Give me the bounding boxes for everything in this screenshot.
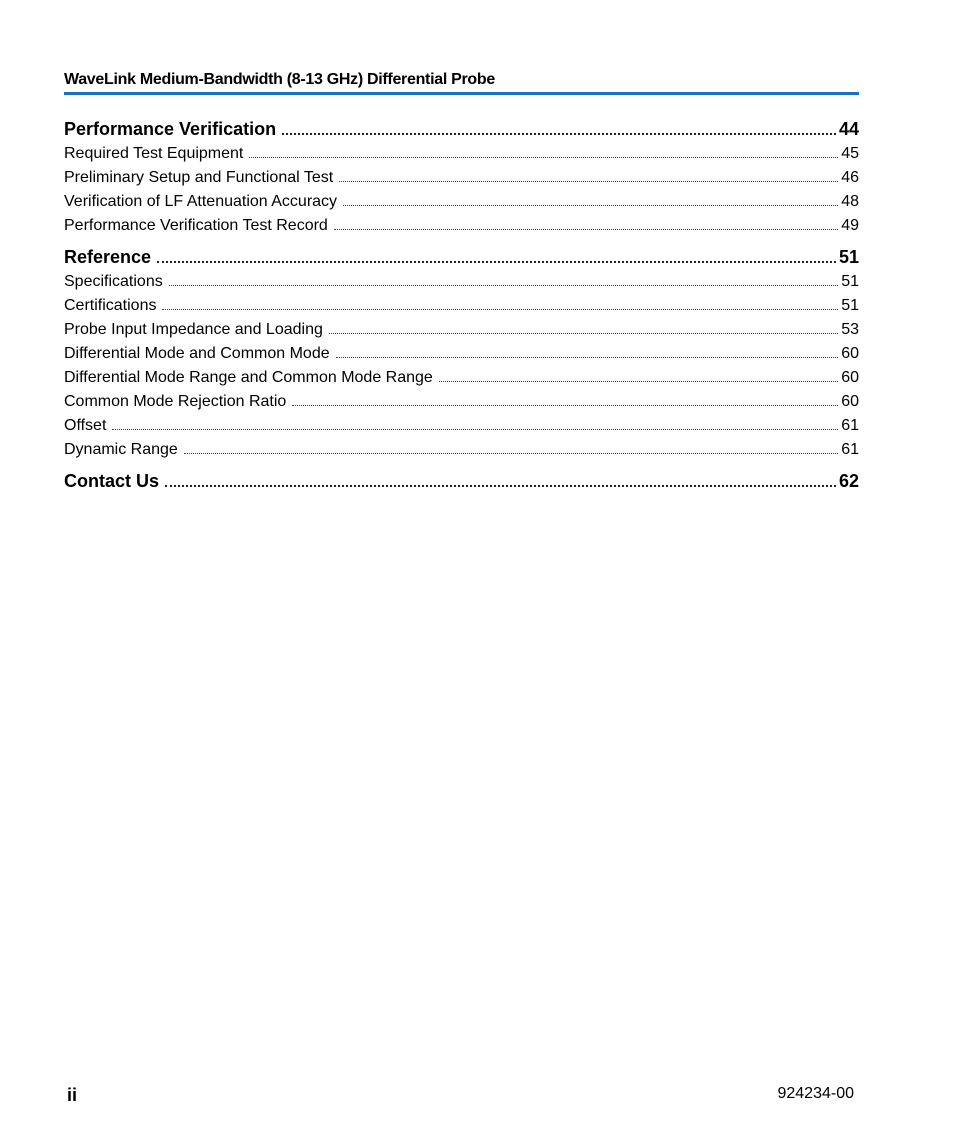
toc-entry-title: Certifications	[64, 297, 157, 314]
toc-leader	[292, 405, 838, 406]
toc-heading-title: Performance Verification	[64, 119, 277, 139]
toc-heading-title: Reference	[64, 247, 152, 267]
page-header	[64, 70, 859, 95]
toc-entry-title: Dynamic Range	[64, 441, 178, 458]
toc-entry-page: 60	[841, 393, 859, 410]
toc-leader	[439, 381, 838, 382]
toc-heading-page: 51	[838, 247, 859, 267]
toc-entry-mode-range[interactable]	[64, 366, 859, 390]
toc-entry-title: Probe Input Impedance and Loading	[64, 321, 323, 338]
toc-entry-title: Offset	[64, 417, 107, 434]
toc-entry-title: Differential Mode Range and Common Mode Range	[64, 369, 433, 386]
toc-leader	[184, 453, 838, 454]
toc-entry-page: 61	[841, 417, 859, 434]
footer-page-number: ii	[67, 1085, 78, 1105]
toc-leader	[112, 429, 838, 430]
toc-entry-test-record[interactable]	[64, 214, 859, 238]
toc-heading-contact-us[interactable]	[64, 468, 859, 494]
toc-leader	[336, 357, 839, 358]
toc-entry-page: 49	[841, 217, 859, 234]
toc-leader	[165, 485, 836, 487]
toc-section-reference	[64, 244, 859, 462]
toc-entry-title: Verification of LF Attenuation Accuracy	[64, 193, 338, 210]
toc-entry-page: 48	[841, 193, 859, 210]
toc-entry-title: Required Test Equipment	[64, 145, 244, 162]
toc-entry-dynamic-range[interactable]	[64, 438, 859, 462]
toc-entry-required-test-equipment[interactable]	[64, 142, 859, 166]
toc-entry-title: Performance Verification Test Record	[64, 217, 328, 234]
toc-heading-title: Contact Us	[64, 471, 160, 491]
toc-leader	[329, 333, 838, 334]
toc-leader	[282, 133, 836, 135]
toc-entry-offset[interactable]	[64, 414, 859, 438]
toc-entry-differential-common-mode[interactable]	[64, 342, 859, 366]
toc-entry-page: 60	[841, 369, 859, 386]
header-title: WaveLink Medium-Bandwidth (8-13 GHz) Differential Probe	[64, 71, 495, 88]
toc-entry-cmrr[interactable]	[64, 390, 859, 414]
toc-entry-page: 60	[841, 345, 859, 362]
table-of-contents	[64, 116, 859, 500]
toc-leader	[162, 309, 838, 310]
footer-doc-number: 924234-00	[777, 1085, 854, 1102]
toc-entry-title: Preliminary Setup and Functional Test	[64, 169, 334, 186]
toc-entry-title: Differential Mode and Common Mode	[64, 345, 330, 362]
toc-entry-preliminary-setup[interactable]	[64, 166, 859, 190]
toc-heading-page: 44	[838, 119, 859, 139]
toc-leader	[334, 229, 838, 230]
toc-heading-performance-verification[interactable]	[64, 116, 859, 142]
toc-leader	[343, 205, 838, 206]
toc-entry-title: Specifications	[64, 273, 163, 290]
toc-entry-specifications[interactable]	[64, 270, 859, 294]
toc-entry-page: 45	[841, 145, 859, 162]
toc-entry-page: 61	[841, 441, 859, 458]
toc-leader	[339, 181, 838, 182]
toc-section-contact-us	[64, 468, 859, 494]
toc-heading-page: 62	[838, 471, 859, 491]
toc-entry-page: 51	[841, 297, 859, 314]
toc-entry-page: 53	[841, 321, 859, 338]
toc-heading-reference[interactable]	[64, 244, 859, 270]
toc-entry-certifications[interactable]	[64, 294, 859, 318]
header-rule	[64, 92, 859, 95]
toc-entry-lf-attenuation[interactable]	[64, 190, 859, 214]
toc-leader	[169, 285, 838, 286]
toc-entry-page: 46	[841, 169, 859, 186]
toc-entry-input-impedance[interactable]	[64, 318, 859, 342]
toc-entry-page: 51	[841, 273, 859, 290]
toc-leader	[157, 261, 836, 263]
toc-entry-title: Common Mode Rejection Ratio	[64, 393, 287, 410]
toc-section-performance-verification	[64, 116, 859, 238]
toc-leader	[249, 157, 838, 158]
